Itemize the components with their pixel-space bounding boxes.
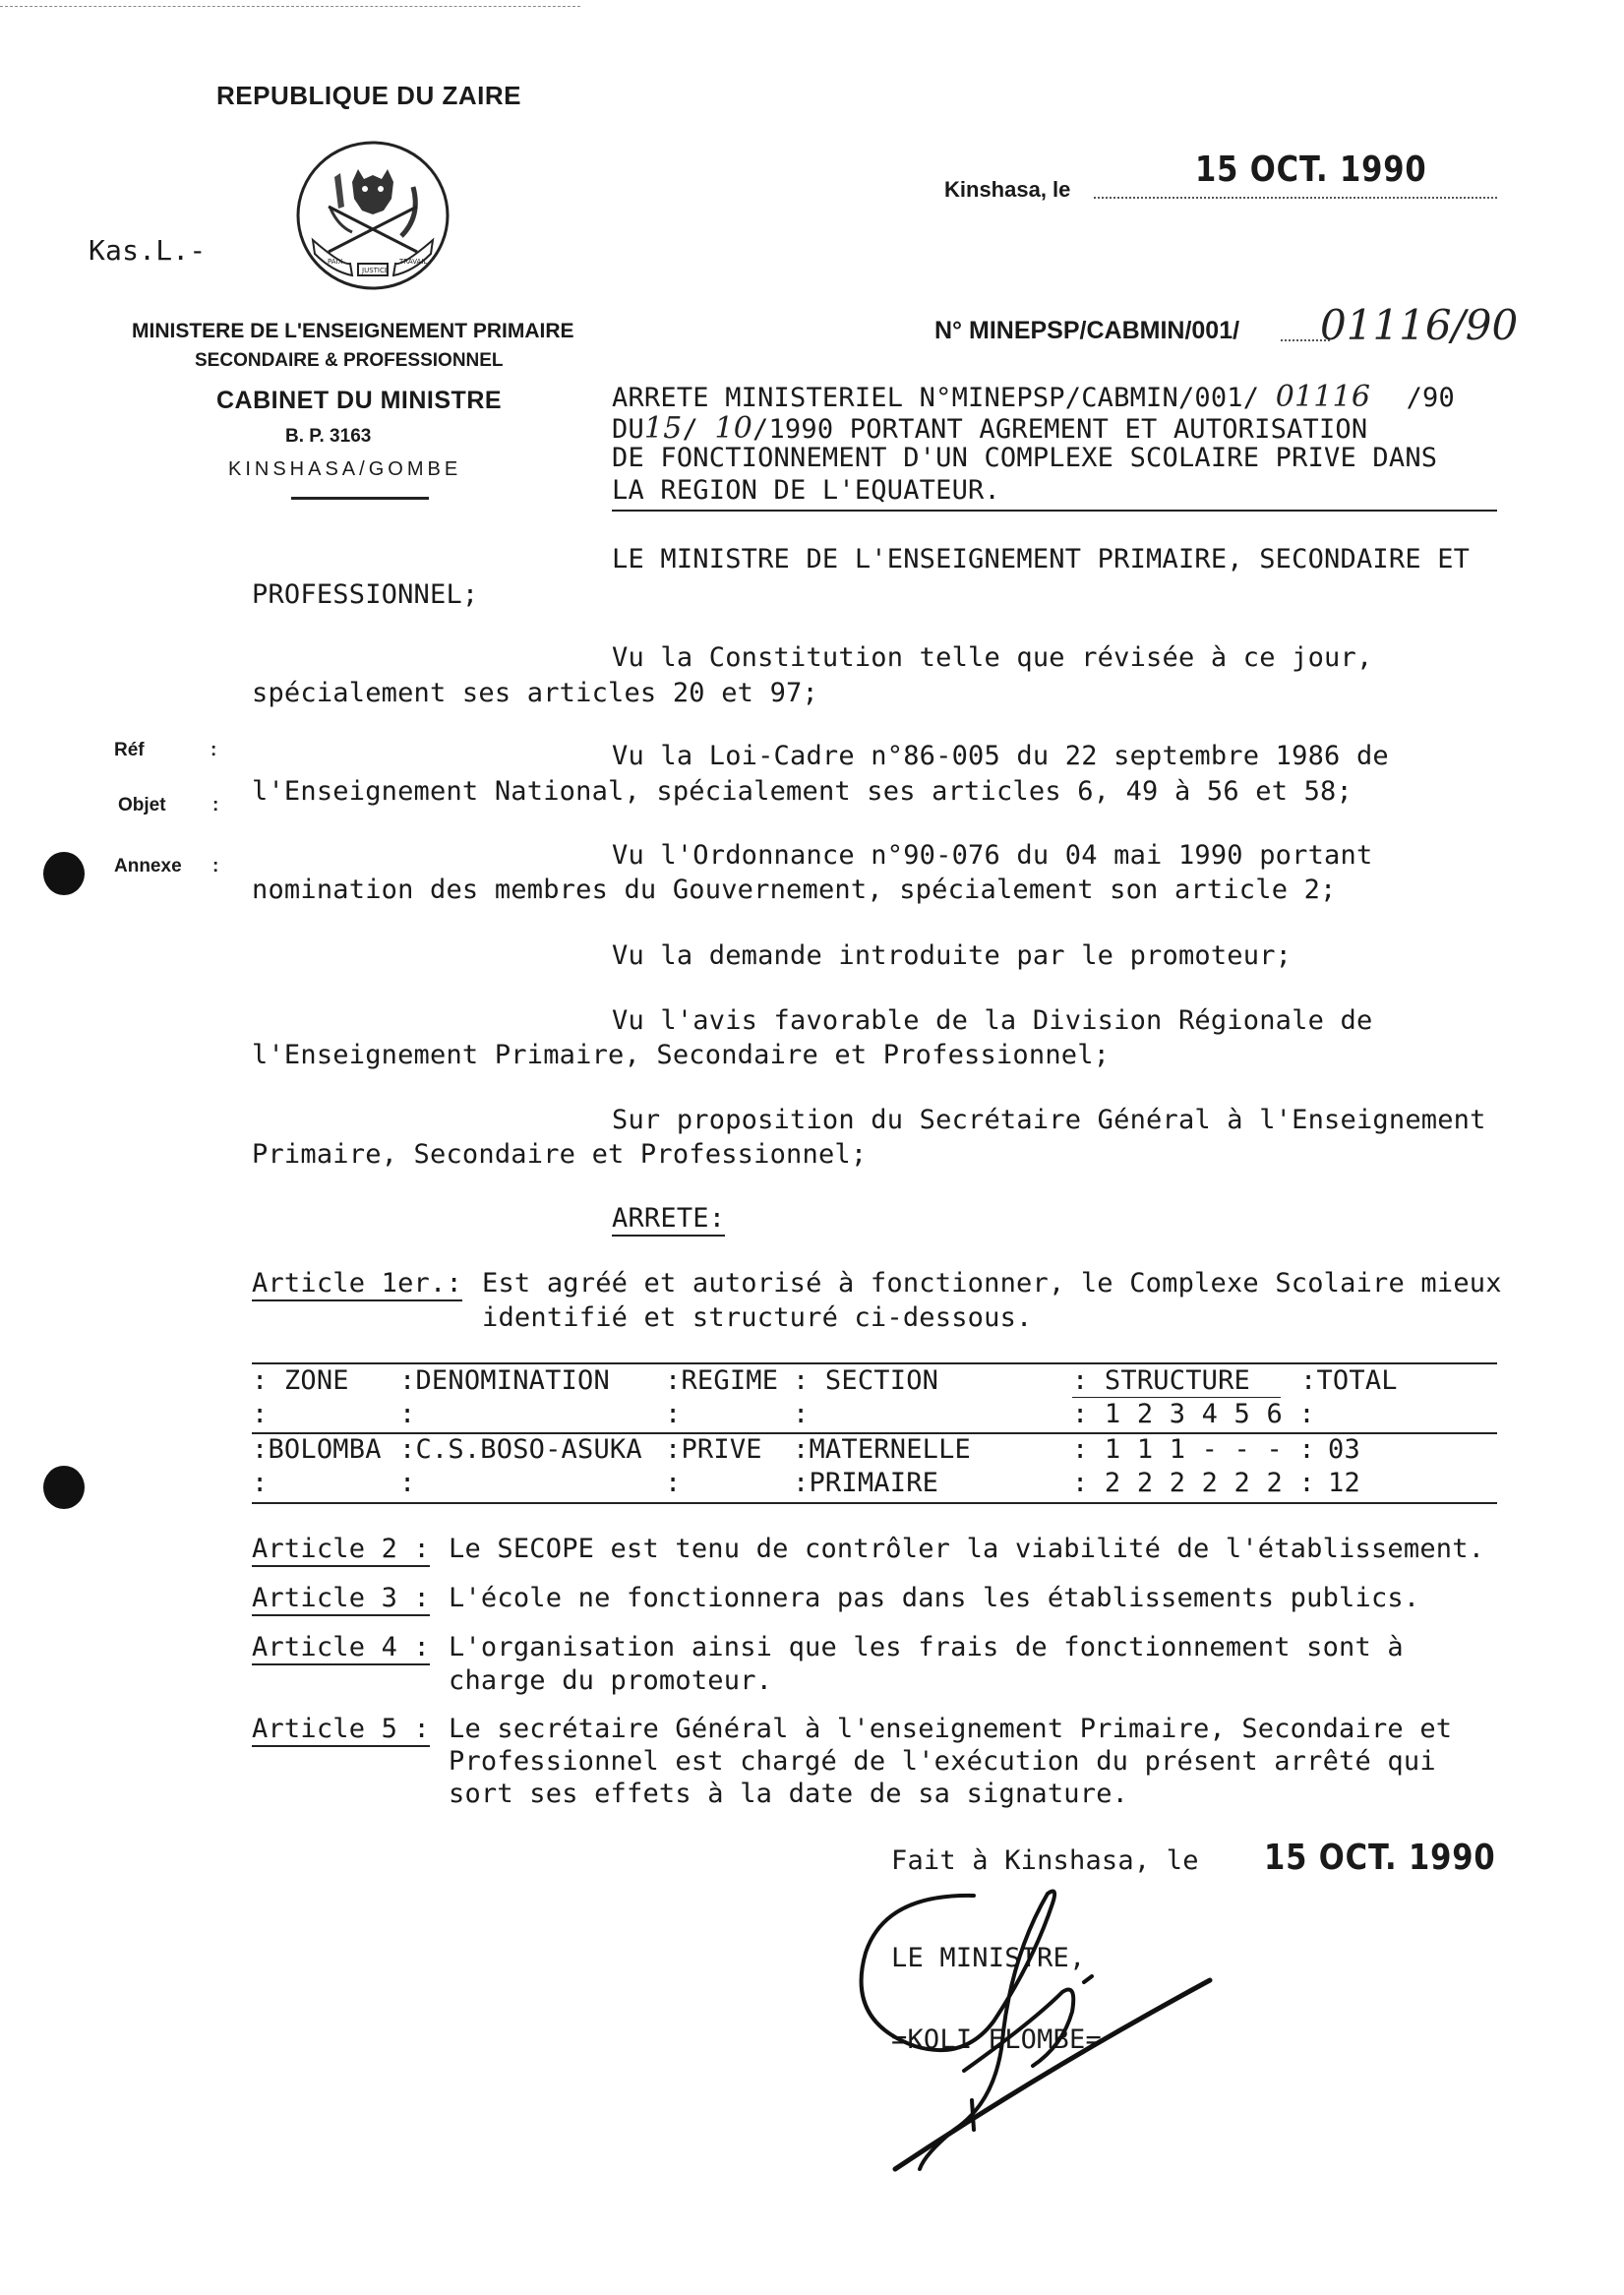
subrow-zone: : — [252, 1399, 269, 1429]
national-seal-emblem — [293, 138, 452, 293]
vu-avis-line2: l'Enseignement Primaire, Secondaire et Professionnel; — [252, 1040, 1111, 1070]
seal-motto-2: JUSTICE — [362, 267, 390, 274]
handwritten-number: 01116/90 — [1320, 301, 1519, 349]
header-denomination: :DENOMINATION — [399, 1365, 610, 1396]
article2-label-text: Article 2 : — [252, 1534, 430, 1567]
cabinet-heading: CABINET DU MINISTRE — [216, 387, 503, 414]
vu-ordonnance-line1: Vu l'Ordonnance n°90-076 du 04 mai 1990 portant — [612, 840, 1373, 871]
minister-name: =KOLI ELOMBE= — [891, 2024, 1102, 2055]
ministry-line1: MINISTERE DE L'ENSEIGNEMENT PRIMAIRE — [132, 320, 574, 342]
vu-constitution-line1: Vu la Constitution telle que révisée à ce jour, — [612, 642, 1373, 673]
punch-hole-top — [43, 852, 85, 895]
objet-colon: : — [212, 795, 219, 815]
vu-ordonnance-line2: nomination des membres du Gouvernement, spécialement son article 2; — [252, 875, 1337, 905]
row1-total: 03 — [1328, 1434, 1360, 1465]
article2-text-line1: Le SECOPE est tenu de contrôler la viabilité de l'établissement. — [449, 1534, 1485, 1564]
article1-text-line1: Est agréé et autorisé à fonctionner, le Complexe Scolaire mieux — [482, 1268, 1502, 1298]
title-line3: DE FONCTIONNEMENT D'UN COMPLEXE SCOLAIRE PRIVE DANS — [612, 443, 1438, 473]
row1-regime: :PRIVE — [665, 1434, 762, 1465]
article5-text-line2: Professionnel est chargé de l'exécution du présent arrêté qui — [449, 1746, 1436, 1777]
handwritten-signature — [826, 1874, 1220, 2189]
header-regime: :REGIME — [665, 1365, 779, 1396]
annexe-colon: : — [212, 856, 219, 876]
title-line1 — [612, 380, 1455, 414]
article5-text-line3: sort ses effets à la date de sa signature. — [449, 1779, 1129, 1809]
row2-regime: : — [665, 1468, 682, 1498]
article3-label-text: Article 3 : — [252, 1583, 430, 1616]
ministry-line2: SECONDAIRE & PROFESSIONNEL — [195, 350, 504, 371]
article1-label — [252, 1268, 462, 1298]
article4-label-text: Article 4 : — [252, 1632, 430, 1665]
title-line2-separator: / — [682, 414, 698, 445]
title-line1-prefix: ARRETE MINISTERIEL N°MINEPSP/CABMIN/001/ — [612, 383, 1260, 413]
row2-denomination: : — [399, 1468, 416, 1498]
header-zone: : ZONE — [252, 1365, 349, 1396]
minister-line1: LE MINISTRE DE L'ENSEIGNEMENT PRIMAIRE, SECONDAIRE ET — [612, 544, 1471, 574]
row1-section: :MATERNELLE — [793, 1434, 972, 1465]
scan-edge-line — [0, 6, 580, 7]
subrow-section: : — [793, 1399, 810, 1429]
city-underline — [291, 497, 429, 500]
signature-date-stamp: 15 OCT. 1990 — [1264, 1838, 1496, 1878]
row2-zone: : — [252, 1468, 269, 1498]
subrow-structure-years: : 1 2 3 4 5 6 : — [1072, 1399, 1315, 1429]
title-line2 — [612, 411, 1367, 446]
vu-demande: Vu la demande introduite par le promoteur; — [612, 940, 1293, 971]
vu-constitution-line2: spécialement ses articles 20 et 97; — [252, 678, 818, 708]
article2-label — [252, 1534, 430, 1564]
place-date-label: Kinshasa, le — [944, 177, 1071, 202]
vu-loi-cadre-line2: l'Enseignement National, spécialement ses articles 6, 49 à 56 et 58; — [252, 776, 1353, 807]
ref-label: Réf — [114, 740, 145, 760]
row1-structure: : 1 1 1 - - - : — [1072, 1434, 1315, 1465]
title-line2-suffix: /1990 PORTANT AGREMENT ET AUTORISATION — [752, 414, 1368, 445]
row1-denomination: :C.S.BOSO-ASUKA — [399, 1434, 642, 1465]
article4-label — [252, 1632, 430, 1662]
header-structure: : STRUCTURE — [1072, 1365, 1251, 1396]
arrete-heading — [612, 1203, 725, 1234]
postal-box: B. P. 3163 — [285, 426, 372, 447]
date-stamp: 15 OCT. 1990 — [1195, 150, 1427, 190]
article1-label-text: Article 1er.: — [252, 1268, 462, 1301]
row2-structure: : 2 2 2 2 2 2 : — [1072, 1468, 1315, 1498]
row2-total: 12 — [1328, 1468, 1360, 1498]
republic-heading: REPUBLIQUE DU ZAIRE — [216, 81, 521, 110]
title-line1-suffix: /90 — [1406, 383, 1455, 413]
title-line2-prefix: DU — [612, 414, 644, 445]
article3-label — [252, 1583, 430, 1613]
title-line4: LA REGION DE L'EQUATEUR. — [612, 475, 1000, 506]
article3-text-line1: L'école ne fonctionnera pas dans les établissements publics. — [449, 1583, 1420, 1613]
city-line: KINSHASA/GOMBE — [228, 458, 462, 480]
vu-avis-line1: Vu l'avis favorable de la Division Régionale de — [612, 1005, 1373, 1036]
sur-proposition-line1: Sur proposition du Secrétaire Général à l'Enseignement — [612, 1105, 1486, 1135]
punch-hole-bottom — [43, 1466, 85, 1509]
fait-a-kinshasa: Fait à Kinshasa, le — [891, 1845, 1199, 1876]
article5-label — [252, 1714, 430, 1744]
table-bottom-rule — [252, 1502, 1497, 1504]
seal-motto-3: TRAVAIL — [399, 258, 428, 266]
date-dotted-line — [1094, 197, 1497, 199]
table-top-rule — [252, 1362, 1497, 1364]
reference-initials: Kas.L.- — [89, 234, 207, 267]
article1-text-line2: identifié et structuré ci-dessous. — [482, 1302, 1033, 1333]
objet-label: Objet — [118, 795, 166, 815]
article4-text-line2: charge du promoteur. — [449, 1665, 773, 1696]
vu-loi-cadre-line1: Vu la Loi-Cadre n°86-005 du 22 septembre 1986 de — [612, 741, 1389, 771]
title-line1-hand-number: 01116 — [1275, 380, 1371, 414]
minister-title: LE MINISTRE, — [891, 1943, 1086, 1973]
seal-motto-1: PAIX — [328, 258, 343, 266]
row2-section: :PRIMAIRE — [793, 1468, 939, 1498]
article5-text-line1: Le secrétaire Général à l'enseignement Primaire, Secondaire et — [449, 1714, 1453, 1744]
annexe-label: Annexe — [114, 856, 182, 876]
row1-zone: :BOLOMBA — [252, 1434, 382, 1465]
subrow-denomination: : — [399, 1399, 416, 1429]
title-rule — [612, 510, 1497, 512]
title-line2-month: 10 — [714, 411, 753, 446]
header-total: :TOTAL — [1300, 1365, 1398, 1396]
ref-colon: : — [211, 740, 217, 760]
article5-label-text: Article 5 : — [252, 1714, 430, 1747]
number-label: N° MINEPSP/CABMIN/001/ — [934, 317, 1240, 344]
header-section: : SECTION — [793, 1365, 939, 1396]
arrete-heading-text: ARRETE: — [612, 1203, 725, 1237]
subrow-regime: : — [665, 1399, 682, 1429]
title-line2-day: 15 — [643, 411, 683, 446]
minister-line2: PROFESSIONNEL; — [252, 579, 479, 610]
article4-text-line1: L'organisation ainsi que les frais de fonctionnement sont à — [449, 1632, 1404, 1662]
sur-proposition-line2: Primaire, Secondaire et Professionnel; — [252, 1139, 868, 1170]
structure-top-rule — [1072, 1397, 1281, 1398]
